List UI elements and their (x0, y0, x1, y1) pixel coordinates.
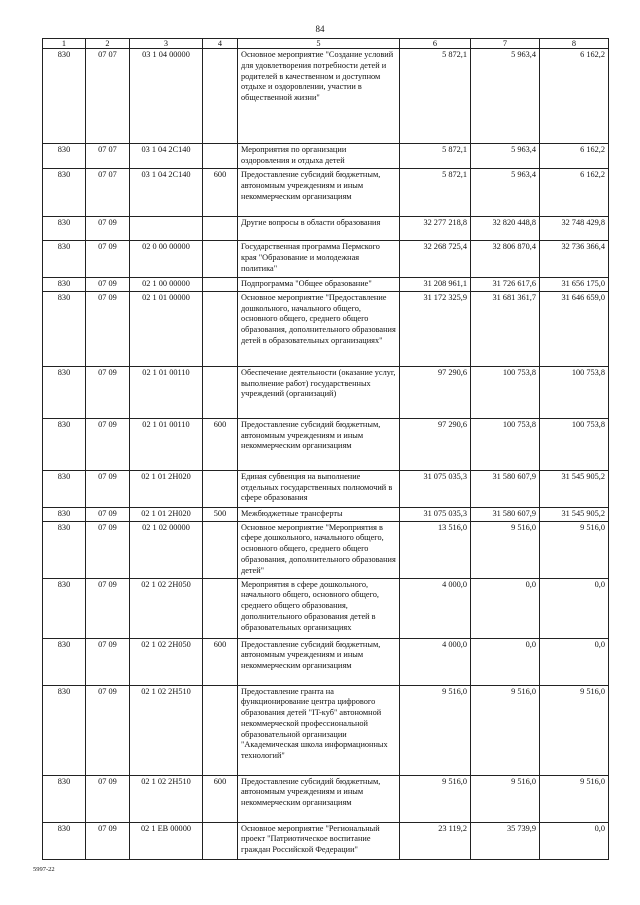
cell-expense-type (203, 278, 238, 292)
cell-amount-2025: 0,0 (540, 578, 609, 638)
column-header: 5 (238, 39, 400, 49)
cell-description: Основное мероприятие "Предоставление дошкольного, начального общего, основного общего, среднего общего образования, дополнительного образования детей в образовательных организациях" (238, 291, 400, 366)
cell-amount-2024: 9 516,0 (471, 521, 540, 578)
column-header: 3 (130, 39, 203, 49)
table-header-row (43, 39, 609, 49)
cell-target-article: 02 0 00 00000 (130, 241, 203, 278)
cell-description: Основное мероприятие "Создание условий для удовлетворения потребности детей и родителей в качественном и доступном отдыхе и оздоровлении, участии в общественной жизни" (238, 49, 400, 144)
cell-target-article: 02 1 02 2Н510 (130, 685, 203, 775)
cell-section: 07 09 (86, 521, 130, 578)
table-row (43, 169, 609, 217)
cell-description: Подпрограмма "Общее образование" (238, 278, 400, 292)
cell-section: 07 09 (86, 217, 130, 241)
cell-amount-2024: 0,0 (471, 578, 540, 638)
cell-section: 07 09 (86, 366, 130, 418)
table-body (43, 49, 609, 860)
cell-expense-type (203, 217, 238, 241)
table-row (43, 241, 609, 278)
cell-expense-type (203, 822, 238, 859)
table-row (43, 470, 609, 507)
cell-section: 07 07 (86, 49, 130, 144)
cell-amount-2023: 32 268 725,4 (400, 241, 471, 278)
cell-section: 07 09 (86, 507, 130, 521)
cell-description: Мероприятия в сфере дошкольного, начального общего, основного общего, среднего общего образования, дополнительного образования детей в образовательных организациях (238, 578, 400, 638)
cell-amount-2023: 32 277 218,8 (400, 217, 471, 241)
budget-table (42, 38, 609, 860)
cell-amount-2025: 100 753,8 (540, 366, 609, 418)
cell-amount-2025: 6 162,2 (540, 169, 609, 217)
cell-section: 07 09 (86, 418, 130, 470)
cell-amount-2024: 35 739,9 (471, 822, 540, 859)
cell-description: Межбюджетные трансферты (238, 507, 400, 521)
cell-amount-2024: 31 580 607,9 (471, 507, 540, 521)
cell-target-article: 02 1 02 00000 (130, 521, 203, 578)
cell-description: Предоставление гранта на функционирование центра цифрового образования детей "IT-куб" автономной некоммерческой профессиональной образовательной организации "Академическая школа информационных технологий" (238, 685, 400, 775)
cell-target-article: 03 1 04 2С140 (130, 169, 203, 217)
cell-amount-2025: 0,0 (540, 638, 609, 685)
column-header: 7 (471, 39, 540, 49)
cell-description: Единая субвенция на выполнение отдельных государственных полномочий в сфере образования (238, 470, 400, 507)
cell-code-admin: 830 (43, 144, 86, 169)
cell-expense-type: 600 (203, 775, 238, 822)
cell-code-admin: 830 (43, 366, 86, 418)
footer-code: 5997-22 (33, 866, 55, 873)
cell-amount-2025: 32 736 366,4 (540, 241, 609, 278)
cell-amount-2025: 32 748 429,8 (540, 217, 609, 241)
cell-amount-2023: 31 075 035,3 (400, 470, 471, 507)
cell-code-admin: 830 (43, 241, 86, 278)
cell-code-admin: 830 (43, 291, 86, 366)
page-number: 84 (315, 24, 325, 34)
cell-section: 07 07 (86, 169, 130, 217)
cell-code-admin: 830 (43, 638, 86, 685)
cell-amount-2024: 9 516,0 (471, 685, 540, 775)
cell-amount-2023: 31 172 325,9 (400, 291, 471, 366)
cell-amount-2023: 13 516,0 (400, 521, 471, 578)
cell-description: Государственная программа Пермского края "Образование и молодежная политика" (238, 241, 400, 278)
cell-description: Предоставление субсидий бюджетным, автономным учреждениям и иным некоммерческим организациям (238, 638, 400, 685)
cell-code-admin: 830 (43, 521, 86, 578)
cell-expense-type (203, 366, 238, 418)
cell-amount-2024: 32 806 870,4 (471, 241, 540, 278)
table-row (43, 822, 609, 859)
cell-code-admin: 830 (43, 822, 86, 859)
cell-amount-2025: 6 162,2 (540, 144, 609, 169)
column-header: 8 (540, 39, 609, 49)
cell-code-admin: 830 (43, 470, 86, 507)
column-header: 6 (400, 39, 471, 49)
cell-amount-2023: 4 000,0 (400, 578, 471, 638)
cell-description: Предоставление субсидий бюджетным, автономным учреждениям и иным некоммерческим организациям (238, 775, 400, 822)
cell-amount-2024: 31 580 607,9 (471, 470, 540, 507)
cell-code-admin: 830 (43, 578, 86, 638)
cell-description: Другие вопросы в области образования (238, 217, 400, 241)
cell-description: Предоставление субсидий бюджетным, автономным учреждениям и иным некоммерческим организациям (238, 169, 400, 217)
cell-target-article: 02 1 02 2Н050 (130, 638, 203, 685)
table-row (43, 418, 609, 470)
cell-amount-2023: 9 516,0 (400, 685, 471, 775)
cell-description: Предоставление субсидий бюджетным, автономным учреждениям и иным некоммерческим организациям (238, 418, 400, 470)
column-header: 4 (203, 39, 238, 49)
cell-expense-type: 500 (203, 507, 238, 521)
cell-amount-2024: 32 820 448,8 (471, 217, 540, 241)
cell-amount-2023: 5 872,1 (400, 49, 471, 144)
cell-code-admin: 830 (43, 685, 86, 775)
cell-target-article: 03 1 04 2С140 (130, 144, 203, 169)
table-row (43, 278, 609, 292)
cell-amount-2025: 31 545 905,2 (540, 470, 609, 507)
cell-code-admin: 830 (43, 418, 86, 470)
cell-amount-2025: 100 753,8 (540, 418, 609, 470)
cell-amount-2023: 23 119,2 (400, 822, 471, 859)
cell-expense-type: 600 (203, 169, 238, 217)
cell-section: 07 07 (86, 144, 130, 169)
cell-amount-2025: 6 162,2 (540, 49, 609, 144)
cell-section: 07 09 (86, 685, 130, 775)
table-row (43, 578, 609, 638)
cell-amount-2023: 97 290,6 (400, 366, 471, 418)
cell-target-article: 02 1 ЕВ 00000 (130, 822, 203, 859)
cell-amount-2023: 31 208 961,1 (400, 278, 471, 292)
table-row (43, 144, 609, 169)
cell-target-article: 02 1 00 00000 (130, 278, 203, 292)
cell-amount-2023: 5 872,1 (400, 169, 471, 217)
cell-expense-type (203, 521, 238, 578)
cell-amount-2023: 4 000,0 (400, 638, 471, 685)
cell-code-admin: 830 (43, 278, 86, 292)
cell-amount-2024: 9 516,0 (471, 775, 540, 822)
cell-target-article: 02 1 01 2Н020 (130, 470, 203, 507)
column-header: 1 (43, 39, 86, 49)
table-row (43, 507, 609, 521)
cell-description: Обеспечение деятельности (оказание услуг, выполнение работ) государственных учреждений (организаций) (238, 366, 400, 418)
cell-amount-2024: 100 753,8 (471, 418, 540, 470)
cell-target-article: 02 1 02 2Н510 (130, 775, 203, 822)
cell-expense-type (203, 470, 238, 507)
cell-section: 07 09 (86, 638, 130, 685)
cell-amount-2023: 9 516,0 (400, 775, 471, 822)
cell-description: Основное мероприятие "Мероприятия в сфере дошкольного, начального общего, основного общего, среднего общего образования, дополнительного образования детей" (238, 521, 400, 578)
cell-expense-type (203, 291, 238, 366)
cell-amount-2025: 31 656 175,0 (540, 278, 609, 292)
table-row (43, 217, 609, 241)
cell-target-article: 02 1 01 00110 (130, 366, 203, 418)
column-header: 2 (86, 39, 130, 49)
cell-section: 07 09 (86, 775, 130, 822)
cell-amount-2024: 100 753,8 (471, 366, 540, 418)
cell-description: Мероприятия по организации оздоровления и отдыха детей (238, 144, 400, 169)
cell-expense-type: 600 (203, 638, 238, 685)
cell-amount-2024: 31 681 361,7 (471, 291, 540, 366)
cell-amount-2023: 31 075 035,3 (400, 507, 471, 521)
cell-target-article (130, 217, 203, 241)
cell-amount-2025: 31 545 905,2 (540, 507, 609, 521)
cell-target-article: 03 1 04 00000 (130, 49, 203, 144)
table-row (43, 521, 609, 578)
cell-expense-type (203, 685, 238, 775)
cell-section: 07 09 (86, 822, 130, 859)
cell-code-admin: 830 (43, 217, 86, 241)
cell-section: 07 09 (86, 278, 130, 292)
table-row (43, 49, 609, 144)
table-row (43, 775, 609, 822)
cell-description: Основное мероприятие "Региональный проект "Патриотическое воспитание граждан Российской Федерации" (238, 822, 400, 859)
cell-section: 07 09 (86, 578, 130, 638)
cell-section: 07 09 (86, 470, 130, 507)
cell-amount-2024: 5 963,4 (471, 169, 540, 217)
cell-code-admin: 830 (43, 507, 86, 521)
cell-target-article: 02 1 01 00000 (130, 291, 203, 366)
cell-amount-2025: 31 646 659,0 (540, 291, 609, 366)
table-row (43, 685, 609, 775)
cell-expense-type (203, 49, 238, 144)
cell-code-admin: 830 (43, 775, 86, 822)
table-row (43, 291, 609, 366)
cell-amount-2024: 5 963,4 (471, 144, 540, 169)
cell-code-admin: 830 (43, 169, 86, 217)
cell-amount-2025: 9 516,0 (540, 685, 609, 775)
cell-amount-2023: 5 872,1 (400, 144, 471, 169)
cell-expense-type (203, 144, 238, 169)
cell-amount-2025: 9 516,0 (540, 775, 609, 822)
cell-expense-type: 600 (203, 418, 238, 470)
cell-code-admin: 830 (43, 49, 86, 144)
cell-amount-2025: 0,0 (540, 822, 609, 859)
table-row (43, 638, 609, 685)
cell-expense-type (203, 578, 238, 638)
cell-amount-2025: 9 516,0 (540, 521, 609, 578)
cell-amount-2023: 97 290,6 (400, 418, 471, 470)
cell-section: 07 09 (86, 241, 130, 278)
cell-amount-2024: 5 963,4 (471, 49, 540, 144)
cell-amount-2024: 0,0 (471, 638, 540, 685)
cell-target-article: 02 1 01 2Н020 (130, 507, 203, 521)
table-row (43, 366, 609, 418)
cell-amount-2024: 31 726 617,6 (471, 278, 540, 292)
cell-expense-type (203, 241, 238, 278)
cell-target-article: 02 1 02 2Н050 (130, 578, 203, 638)
cell-target-article: 02 1 01 00110 (130, 418, 203, 470)
cell-section: 07 09 (86, 291, 130, 366)
